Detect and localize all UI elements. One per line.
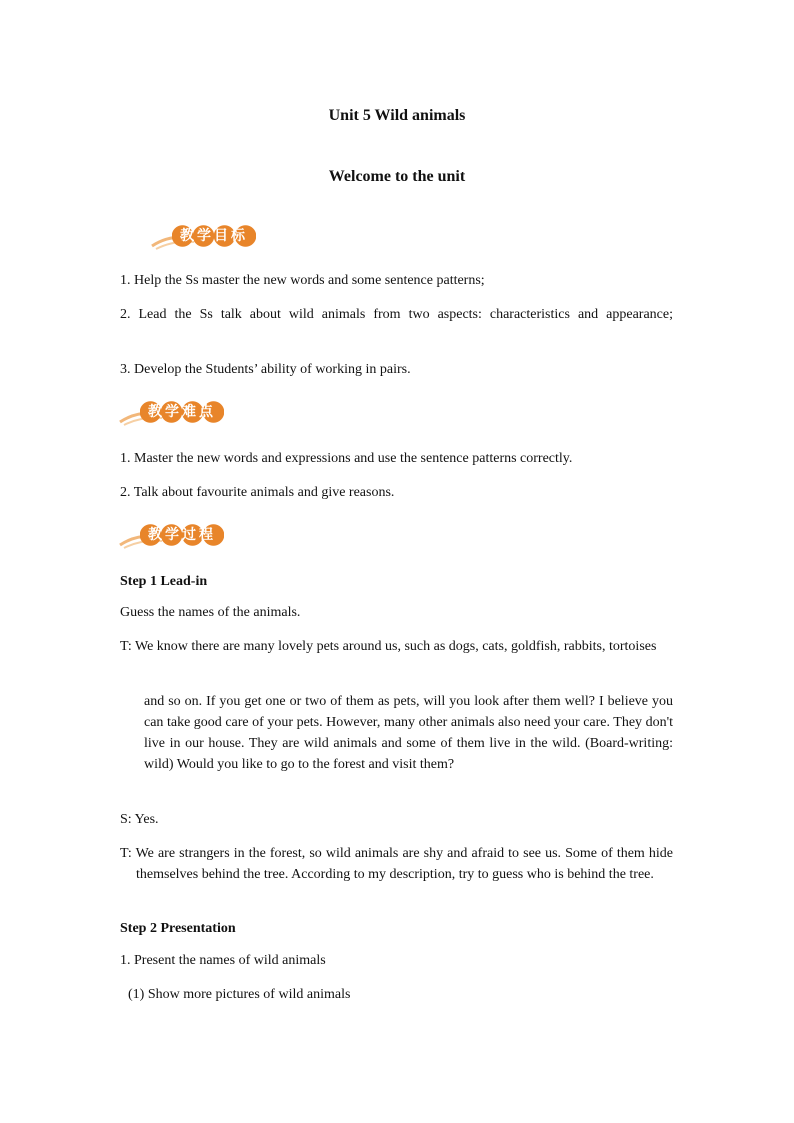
step2-heading: Step 2 Presentation bbox=[120, 921, 236, 936]
badge-letters bbox=[140, 523, 224, 547]
unit-title: Unit 5 Wild animals bbox=[328, 107, 466, 124]
step1-instruction: Guess the names of the animals. bbox=[120, 605, 301, 620]
step1-heading: Step 1 Lead-in bbox=[120, 574, 208, 589]
badge-text: 教学目标 bbox=[172, 224, 256, 248]
step2-subitem-1: (1) Show more pictures of wild animals bbox=[128, 987, 351, 1002]
goal-item-2-line bbox=[120, 304, 673, 325]
badge-text: 教学难点 bbox=[140, 400, 224, 424]
goal-item-2: 2. Lead the Ss talk about wild animals from two aspects: characteristics and appearance; bbox=[120, 307, 673, 322]
difficulty-item-2: 2. Talk about favourite animals and give reasons. bbox=[120, 485, 395, 500]
step1-teacher-line-2: T: We are strangers in the forest, so wild animals are shy and afraid to see us. Some of them hide themselves behind the tree. According to my description, try to guess who is behind the tree. bbox=[120, 846, 673, 882]
badge-letters bbox=[140, 400, 224, 424]
section-badge-process bbox=[118, 521, 228, 551]
step1-student-reply: S: Yes. bbox=[120, 812, 159, 827]
goal-item-1: 1. Help the Ss master the new words and some sentence patterns; bbox=[120, 273, 485, 288]
step1-teacher-continuation: and so on. If you get one or two of them as pets, will you look after them well? I believe you can take good care of your pets. However, many other animals also need your care. They don't live in our house. They are wild animals and some of them live in the wild. (Board-writing: wild) Would you like to go to the forest and visit them? bbox=[144, 694, 673, 772]
section-badge-goals bbox=[150, 222, 260, 252]
goal-item-3: 3. Develop the Students’ ability of working in pairs. bbox=[120, 362, 411, 377]
difficulty-item-1: 1. Master the new words and expressions and use the sentence patterns correctly. bbox=[120, 451, 573, 466]
section-badge-difficulties bbox=[118, 398, 228, 428]
badge-text: 教学过程 bbox=[140, 523, 224, 547]
step2-item-1: 1. Present the names of wild animals bbox=[120, 953, 326, 968]
step1-teacher-line: T: We know there are many lovely pets around us, such as dogs, cats, goldfish, rabbits, tortoises bbox=[120, 639, 657, 654]
badge-letters bbox=[172, 224, 256, 248]
lesson-subtitle: Welcome to the unit bbox=[328, 168, 466, 185]
